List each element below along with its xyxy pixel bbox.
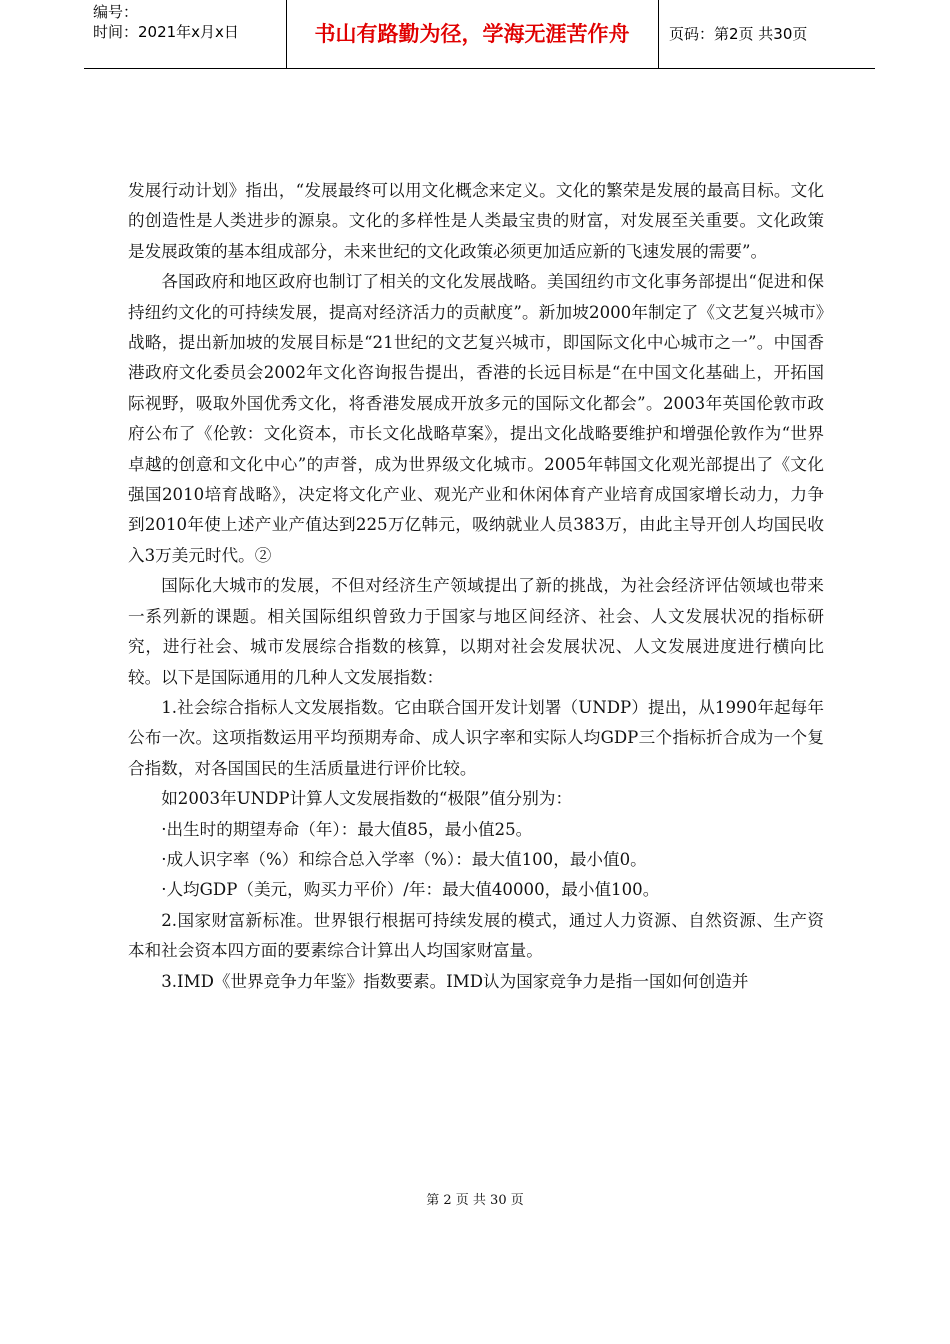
header-meta-cell — [84, 0, 287, 68]
bullet-gdp: ·人均GDP（美元，购买力平价）/年：最大值40000，最小值100。 — [161, 880, 660, 900]
paragraph-undp-limits: 如2003年UNDP计算人文发展指数的“极限”值分别为： — [161, 789, 573, 809]
document-body — [128, 176, 824, 997]
paragraph-national-wealth: 2.国家财富新标准。世界银行根据可持续发展的模式，通过人力资源、自然资源、生产资本和社会资本四方面的要素综合计算出人均国家财富量。 — [128, 910, 824, 961]
header-page-number: 页码：第2页 共30页 — [669, 25, 808, 43]
paragraph-strategies: 各国政府和地区政府也制订了相关的文化发展战略。美国纽约市文化事务部提出“促进和保持纽约文化的可持续发展，提高对经济活力的贡献度”。新加坡2000年制定了《文艺复兴城市》战略，提出新加坡的发展目标是“21世纪的文艺复兴城市，即国际文化中心城市之一”。中国香港政府文化委员会2002年文化咨询报告提出，香港的长远目标是“在中国文化基础上，开拓国际视野，吸取外国优秀文化，将香港发展成开放多元的国际文化都会”。2003年英国伦敦市政府公布了《伦敦：文化资本，市长文化战略草案》，提出文化战略要维护和增强伦敦作为“世界卓越的创意和文化中心”的声誉，成为世界级文化城市。2005年韩国文化观光部提出了《文化强国2010培育战略》，决定将文化产业、观光产业和休闲体育产业培育成国家增长动力，力争到2010年使上述产业产值达到225万亿韩元，吸纳就业人员383万，由此主导开创人均国民收入3万美元时代。② — [128, 272, 824, 565]
document-number-label: 编号： — [93, 3, 139, 21]
paragraph-continuation: 发展行动计划》指出，“发展最终可以用文化概念来定义。文化的繁荣是发展的最高目标。文化的创造性是人类进步的源泉。文化的多样性是人类最宝贵的财富，对发展至关重要。文化政策是发展政策的基本组成部分，未来世纪的文化政策必须更加适应新的飞速发展的需要”。 — [128, 181, 824, 261]
paragraph-international-cities: 国际化大城市的发展，不但对经济生产领域提出了新的挑战，为社会经济评估领域也带来一系列新的课题。相关国际组织曾致力于国家与地区间经济、社会、人文发展状况的指标研究，进行社会、城市发展综合指数的核算，以期对社会发展状况、人文发展进度进行横向比较。以下是国际通用的几种人文发展指数： — [128, 576, 824, 687]
paragraph-hdi: 1.社会综合指标人文发展指数。它由联合国开发计划署（UNDP）提出，从1990年起每年公布一次。这项指数运用平均预期寿命、成人识字率和实际人均GDP三个指标折合成为一个复合指数，对各国国民的生活质量进行评价比较。 — [128, 697, 824, 778]
page-header — [84, 0, 875, 69]
header-motto: 书山有路勤为径，学海无涯苦作舟 — [286, 0, 659, 68]
bullet-literacy: ·成人识字率（%）和综合总入学率（%）：最大值100，最小值0。 — [161, 849, 647, 869]
page-footer: 第 2 页 共 30 页 — [426, 1193, 524, 1208]
document-time-label: 时间：2021年x月x日 — [93, 23, 239, 41]
paragraph-imd: 3.IMD《世界竞争力年鉴》指数要素。IMD认为国家竞争力是指一国如何创造并 — [161, 971, 749, 991]
bullet-life-expectancy: ·出生时的期望寿命（年）：最大值85，最小值25。 — [161, 819, 533, 839]
